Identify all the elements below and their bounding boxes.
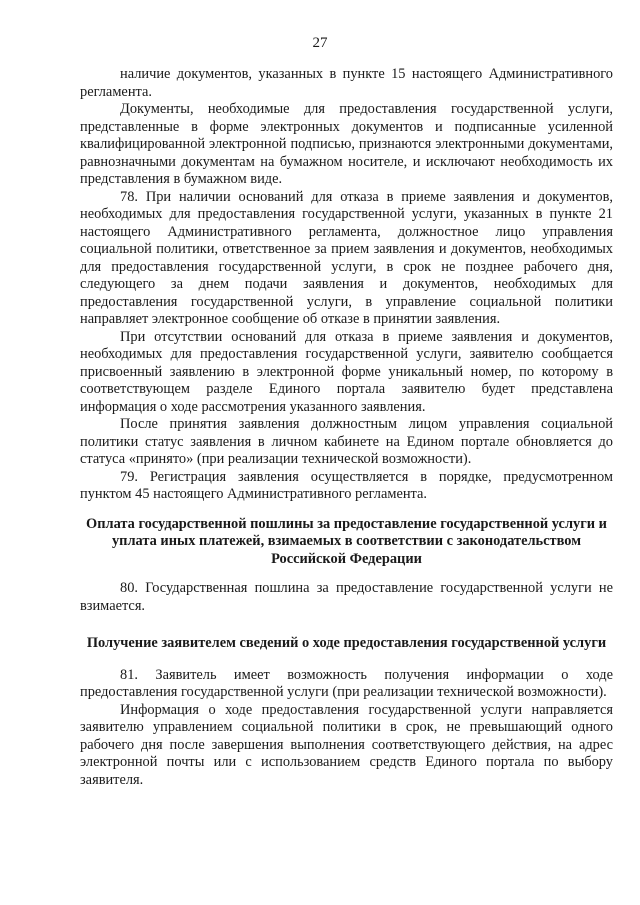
paragraph-electronic-documents: Документы, необходимые для предоставления государственной услуги, представленные в форме электронных документов и подписанные усиленной квалифицированной электронной подписью, признаются электронными документами, равнозначными документам на бумажном носителе, и исключают необходимость их представления в бумажном виде.: [80, 101, 613, 187]
section-heading-fee-text: Оплата государственной пошлины за предоставление государственной услуги и уплата иных платежей, взимаемых в соответствии с законодательством Российской Федерации: [86, 515, 607, 567]
document-body: [80, 66, 613, 789]
paragraph-continuation: наличие документов, указанных в пункте 15 настоящего Административного регламента.: [80, 66, 613, 100]
paragraph-81: 81. Заявитель имеет возможность получения информации о ходе предоставления государственной услуги (при реализации технической возможности).: [80, 666, 613, 700]
paragraph-79: 79. Регистрация заявления осуществляется в порядке, предусмотренном пунктом 45 настоящего Административного регламента.: [80, 468, 613, 502]
paragraph-status-update: После принятия заявления должностным лицом управления социальной политики статус заявления в личном кабинете на Едином портале обновляется до статуса «принято» (при реализации технической возможности).: [80, 416, 613, 467]
section-heading-progress-info: [80, 635, 613, 653]
section-heading-progress-info-text: Получение заявителем сведений о ходе предоставления государственной услуги: [86, 635, 607, 651]
paragraph-no-refusal-grounds: При отсутствии оснований для отказа в приеме заявления и документов, необходимых для предоставления государственной услуги, заявителю сообщается присвоенный заявлению в электронной форме уникальный номер, по которому в соответствующем разделе Единого портала заявителю будет представлена информация о ходе рассмотрения указанного заявления.: [80, 328, 613, 415]
page-number: 27: [312, 35, 328, 51]
paragraph-80: 80. Государственная пошлина за предоставление государственной услуги не взимается.: [80, 580, 613, 614]
section-heading-fee: [80, 516, 613, 569]
paragraph-progress-notification: Информация о ходе предоставления государственной услуги направляется заявителю управлением социальной политики в срок, не превышающий одного рабочего дня после завершения выполнения соответствующего действия, на адрес электронной почты или с использованием средств Единого портала по выбору заявителя.: [80, 701, 613, 788]
paragraph-78: 78. При наличии оснований для отказа в приеме заявления и документов, необходимых для предоставления государственной услуги, указанных в пункте 21 настоящего Административного регламента, должностное лицо управления социальной политики, ответственное за прием заявления и документов, необходимых для предоставления государственной услуги, в срок не позднее рабочего дня, следующего за днем подачи заявления и документов, необходимых для предоставления государственной услуги, в управление социальной политики направляет электронное сообщение об отказе в принятии заявления.: [80, 188, 613, 327]
